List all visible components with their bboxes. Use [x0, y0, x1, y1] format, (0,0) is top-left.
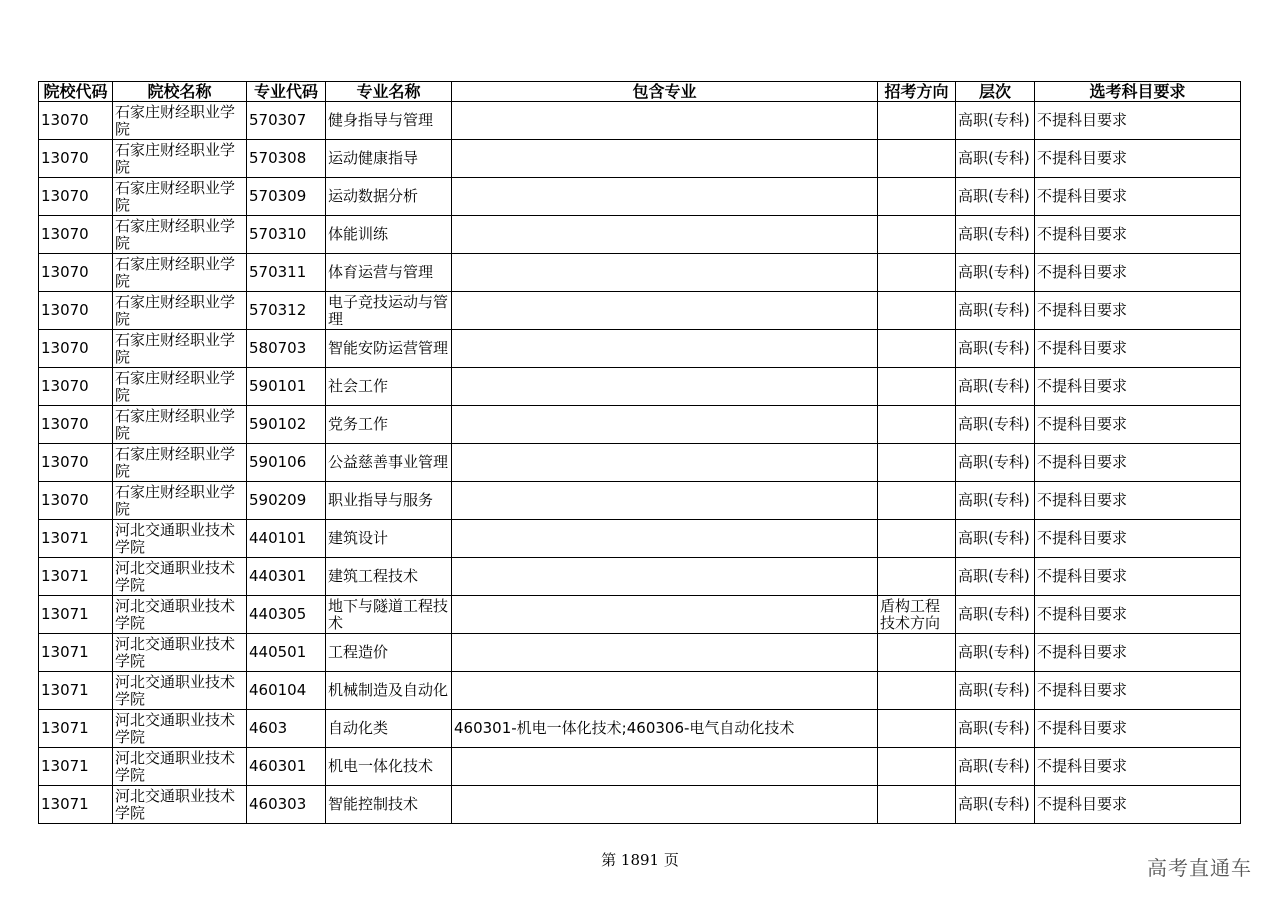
cell-subject-requirement: 不提科目要求: [1035, 368, 1241, 406]
cell-subject-requirement: 不提科目要求: [1035, 786, 1241, 824]
cell-major-name: 自动化类: [326, 710, 452, 748]
cell-level: 高职(专科): [956, 634, 1035, 672]
cell-major-name: 智能控制技术: [326, 786, 452, 824]
table-row: [39, 786, 1241, 824]
table-row: [39, 634, 1241, 672]
cell-school-code: 13071: [39, 710, 113, 748]
cell-major-code: 4603: [247, 710, 326, 748]
cell-subject-requirement: 不提科目要求: [1035, 102, 1241, 140]
cell-school-code: 13070: [39, 216, 113, 254]
watermark-logo-text: 高考直通车: [1147, 856, 1252, 880]
cell-subject-requirement: 不提科目要求: [1035, 710, 1241, 748]
table-row: [39, 710, 1241, 748]
admissions-table: [38, 81, 1241, 824]
cell-major-name: 体育运营与管理: [326, 254, 452, 292]
cell-subject-requirement: 不提科目要求: [1035, 292, 1241, 330]
cell-school-code: 13070: [39, 102, 113, 140]
cell-direction: [878, 444, 956, 482]
cell-level: 高职(专科): [956, 444, 1035, 482]
cell-major-name: 电子竞技运动与管理: [326, 292, 452, 330]
cell-school-name: 石家庄财经职业学院: [113, 368, 247, 406]
cell-included-majors: [452, 140, 878, 178]
cell-level: 高职(专科): [956, 786, 1035, 824]
table-row: [39, 444, 1241, 482]
cell-level: 高职(专科): [956, 102, 1035, 140]
cell-included-majors: [452, 444, 878, 482]
table-row: [39, 672, 1241, 710]
table-row: [39, 406, 1241, 444]
cell-included-majors: [452, 368, 878, 406]
cell-level: 高职(专科): [956, 520, 1035, 558]
cell-subject-requirement: 不提科目要求: [1035, 748, 1241, 786]
cell-major-name: 职业指导与服务: [326, 482, 452, 520]
cell-included-majors: [452, 406, 878, 444]
cell-school-name: 河北交通职业技术学院: [113, 558, 247, 596]
table-row: [39, 254, 1241, 292]
cell-school-name: 石家庄财经职业学院: [113, 140, 247, 178]
cell-subject-requirement: 不提科目要求: [1035, 140, 1241, 178]
cell-direction: [878, 558, 956, 596]
cell-major-name: 健身指导与管理: [326, 102, 452, 140]
header-major-code: 专业代码: [247, 82, 326, 102]
cell-included-majors: 460301-机电一体化技术;460306-电气自动化技术: [452, 710, 878, 748]
cell-subject-requirement: 不提科目要求: [1035, 406, 1241, 444]
table-row: [39, 558, 1241, 596]
cell-subject-requirement: 不提科目要求: [1035, 178, 1241, 216]
cell-major-code: 460303: [247, 786, 326, 824]
cell-school-code: 13071: [39, 596, 113, 634]
cell-direction: [878, 786, 956, 824]
cell-direction: [878, 368, 956, 406]
header-school-name: 院校名称: [113, 82, 247, 102]
cell-major-name: 体能训练: [326, 216, 452, 254]
cell-included-majors: [452, 558, 878, 596]
cell-direction: [878, 672, 956, 710]
cell-major-code: 590209: [247, 482, 326, 520]
cell-school-code: 13071: [39, 748, 113, 786]
cell-school-name: 河北交通职业技术学院: [113, 672, 247, 710]
cell-subject-requirement: 不提科目要求: [1035, 596, 1241, 634]
cell-direction: [878, 330, 956, 368]
cell-included-majors: [452, 482, 878, 520]
cell-school-code: 13071: [39, 558, 113, 596]
cell-level: 高职(专科): [956, 178, 1035, 216]
cell-major-code: 570312: [247, 292, 326, 330]
cell-school-name: 石家庄财经职业学院: [113, 482, 247, 520]
cell-subject-requirement: 不提科目要求: [1035, 254, 1241, 292]
header-direction: 招考方向: [878, 82, 956, 102]
cell-level: 高职(专科): [956, 748, 1035, 786]
header-included-majors: 包含专业: [452, 82, 878, 102]
cell-included-majors: [452, 178, 878, 216]
cell-major-code: 460301: [247, 748, 326, 786]
cell-school-code: 13070: [39, 292, 113, 330]
cell-level: 高职(专科): [956, 330, 1035, 368]
cell-major-name: 机电一体化技术: [326, 748, 452, 786]
cell-school-code: 13070: [39, 140, 113, 178]
cell-school-name: 河北交通职业技术学院: [113, 634, 247, 672]
cell-school-code: 13070: [39, 368, 113, 406]
cell-included-majors: [452, 634, 878, 672]
table-row: [39, 216, 1241, 254]
cell-level: 高职(专科): [956, 406, 1035, 444]
cell-included-majors: [452, 786, 878, 824]
table-row: [39, 292, 1241, 330]
cell-major-code: 440305: [247, 596, 326, 634]
cell-subject-requirement: 不提科目要求: [1035, 216, 1241, 254]
cell-level: 高职(专科): [956, 482, 1035, 520]
cell-school-name: 河北交通职业技术学院: [113, 520, 247, 558]
cell-major-code: 570308: [247, 140, 326, 178]
cell-major-name: 工程造价: [326, 634, 452, 672]
cell-subject-requirement: 不提科目要求: [1035, 634, 1241, 672]
cell-major-code: 590106: [247, 444, 326, 482]
cell-level: 高职(专科): [956, 140, 1035, 178]
header-row: [39, 82, 1241, 102]
cell-school-name: 石家庄财经职业学院: [113, 216, 247, 254]
cell-included-majors: [452, 596, 878, 634]
cell-included-majors: [452, 292, 878, 330]
cell-major-code: 570311: [247, 254, 326, 292]
cell-included-majors: [452, 672, 878, 710]
cell-school-name: 石家庄财经职业学院: [113, 102, 247, 140]
cell-school-code: 13071: [39, 672, 113, 710]
cell-major-code: 590102: [247, 406, 326, 444]
cell-school-name: 石家庄财经职业学院: [113, 292, 247, 330]
cell-direction: [878, 216, 956, 254]
table-row: [39, 330, 1241, 368]
cell-major-name: 建筑设计: [326, 520, 452, 558]
header-major-name: 专业名称: [326, 82, 452, 102]
cell-direction: [878, 292, 956, 330]
cell-included-majors: [452, 330, 878, 368]
cell-school-name: 河北交通职业技术学院: [113, 710, 247, 748]
cell-level: 高职(专科): [956, 672, 1035, 710]
cell-direction: [878, 254, 956, 292]
cell-level: 高职(专科): [956, 216, 1035, 254]
cell-subject-requirement: 不提科目要求: [1035, 558, 1241, 596]
table-row: [39, 596, 1241, 634]
cell-level: 高职(专科): [956, 558, 1035, 596]
cell-subject-requirement: 不提科目要求: [1035, 330, 1241, 368]
cell-major-code: 570309: [247, 178, 326, 216]
cell-school-code: 13071: [39, 786, 113, 824]
cell-school-code: 13070: [39, 254, 113, 292]
cell-direction: [878, 406, 956, 444]
table-row: [39, 178, 1241, 216]
cell-included-majors: [452, 254, 878, 292]
page-number: 第 1891 页: [601, 851, 679, 869]
cell-school-name: 河北交通职业技术学院: [113, 748, 247, 786]
cell-direction: [878, 482, 956, 520]
cell-major-code: 440101: [247, 520, 326, 558]
cell-included-majors: [452, 520, 878, 558]
cell-major-code: 580703: [247, 330, 326, 368]
cell-school-code: 13070: [39, 330, 113, 368]
cell-major-code: 570310: [247, 216, 326, 254]
cell-subject-requirement: 不提科目要求: [1035, 520, 1241, 558]
table-row: [39, 140, 1241, 178]
table-row: [39, 520, 1241, 558]
cell-school-code: 13071: [39, 520, 113, 558]
cell-school-code: 13071: [39, 634, 113, 672]
cell-major-code: 590101: [247, 368, 326, 406]
cell-direction: [878, 140, 956, 178]
cell-direction: [878, 710, 956, 748]
cell-direction: [878, 520, 956, 558]
header-school-code: 院校代码: [39, 82, 113, 102]
cell-included-majors: [452, 216, 878, 254]
cell-subject-requirement: 不提科目要求: [1035, 482, 1241, 520]
table-row: [39, 748, 1241, 786]
cell-school-name: 河北交通职业技术学院: [113, 786, 247, 824]
cell-direction: [878, 178, 956, 216]
cell-school-name: 石家庄财经职业学院: [113, 444, 247, 482]
table-row: [39, 482, 1241, 520]
cell-subject-requirement: 不提科目要求: [1035, 672, 1241, 710]
cell-major-name: 智能安防运营管理: [326, 330, 452, 368]
cell-level: 高职(专科): [956, 254, 1035, 292]
cell-level: 高职(专科): [956, 710, 1035, 748]
cell-major-name: 党务工作: [326, 406, 452, 444]
cell-major-code: 440301: [247, 558, 326, 596]
cell-major-name: 运动数据分析: [326, 178, 452, 216]
cell-direction: [878, 102, 956, 140]
cell-direction: 盾构工程技术方向: [878, 596, 956, 634]
table-row: [39, 102, 1241, 140]
cell-included-majors: [452, 748, 878, 786]
cell-major-name: 地下与隧道工程技术: [326, 596, 452, 634]
cell-major-code: 460104: [247, 672, 326, 710]
cell-school-name: 石家庄财经职业学院: [113, 254, 247, 292]
cell-school-name: 石家庄财经职业学院: [113, 406, 247, 444]
cell-level: 高职(专科): [956, 368, 1035, 406]
cell-major-code: 570307: [247, 102, 326, 140]
cell-direction: [878, 634, 956, 672]
cell-level: 高职(专科): [956, 596, 1035, 634]
cell-school-name: 石家庄财经职业学院: [113, 178, 247, 216]
cell-major-name: 公益慈善事业管理: [326, 444, 452, 482]
header-level: 层次: [956, 82, 1035, 102]
cell-major-name: 机械制造及自动化: [326, 672, 452, 710]
cell-school-code: 13070: [39, 482, 113, 520]
header-subject-requirement: 选考科目要求: [1035, 82, 1241, 102]
cell-major-name: 建筑工程技术: [326, 558, 452, 596]
cell-school-code: 13070: [39, 444, 113, 482]
cell-school-code: 13070: [39, 406, 113, 444]
cell-school-code: 13070: [39, 178, 113, 216]
cell-major-code: 440501: [247, 634, 326, 672]
cell-level: 高职(专科): [956, 292, 1035, 330]
cell-subject-requirement: 不提科目要求: [1035, 444, 1241, 482]
cell-school-name: 河北交通职业技术学院: [113, 596, 247, 634]
cell-school-name: 石家庄财经职业学院: [113, 330, 247, 368]
cell-major-name: 社会工作: [326, 368, 452, 406]
cell-included-majors: [452, 102, 878, 140]
cell-major-name: 运动健康指导: [326, 140, 452, 178]
cell-direction: [878, 748, 956, 786]
table-row: [39, 368, 1241, 406]
